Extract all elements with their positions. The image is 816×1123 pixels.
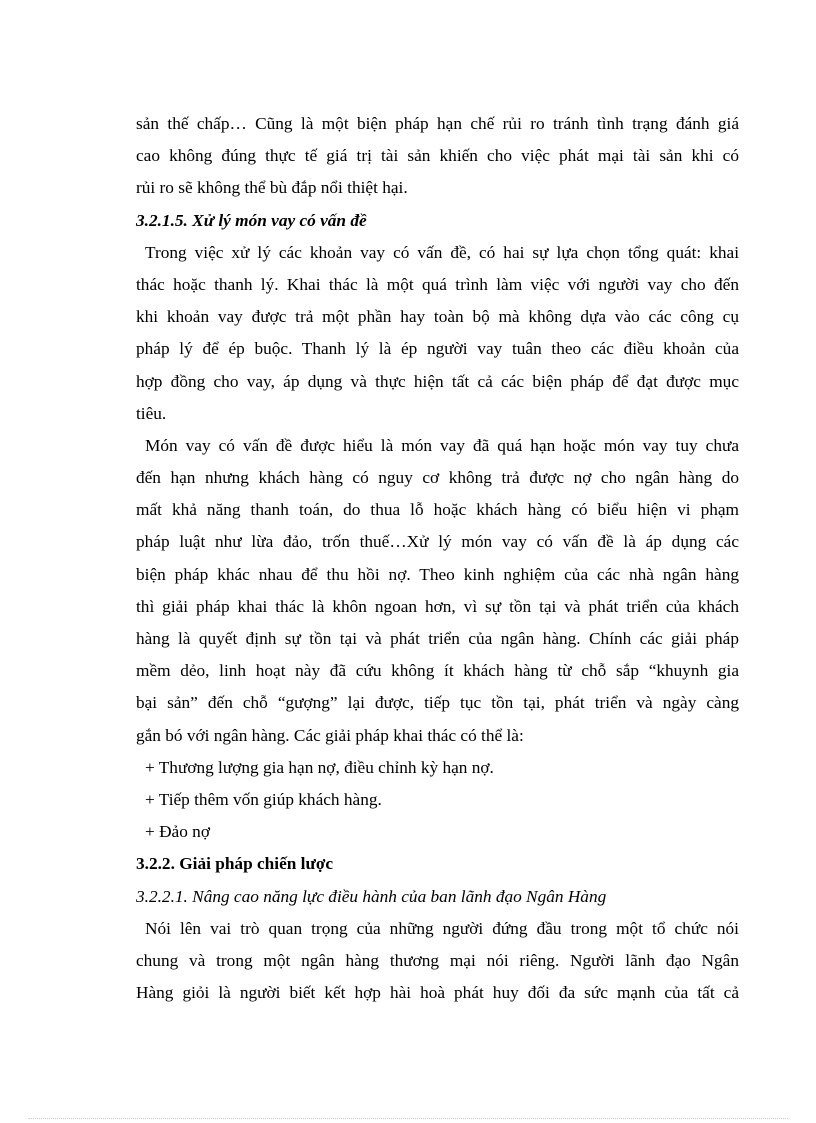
text-line: hợp đồng cho vay, áp dụng và thực hiện tất cả các biện pháp để đạt được mục bbox=[136, 371, 739, 391]
text-line: sản thế chấp… Cũng là một biện pháp hạn chế rủi ro tránh tình trạng đánh giá bbox=[136, 114, 739, 133]
text-line: tiêu. bbox=[136, 403, 167, 423]
text-line: rủi ro sẽ không thể bù đắp nổi thiệt hại. bbox=[136, 178, 408, 198]
text-line: pháp luật như lừa đảo, trốn thuế…Xử lý món vay có vấn đề là áp dụng các bbox=[136, 532, 739, 552]
text-line: pháp lý để ép buộc. Thanh lý là ép người vay tuân theo các điều khoản của bbox=[136, 339, 739, 359]
document-page bbox=[136, 108, 739, 1009]
text-line: Món vay có vấn đề được hiểu là món vay đã quá hạn hoặc món vay tuy chưa bbox=[145, 435, 739, 455]
text-line: biện pháp khác nhau để thu hồi nợ. Theo kinh nghiệm của các nhà ngân hàng bbox=[136, 564, 739, 584]
paragraph-4 bbox=[136, 913, 739, 1010]
text-line: cao không đúng thực tế giá trị tài sản khiến cho việc phát mại tài sản khi có bbox=[136, 146, 739, 166]
text-line: Trong việc xử lý các khoản vay có vấn đề, có hai sự lựa chọn tổng quát: khai bbox=[145, 242, 739, 262]
bullet-list bbox=[136, 752, 739, 849]
text-line: thác hoặc thanh lý. Khai thác là một quá trình làm việc với người vay cho đến bbox=[136, 274, 739, 294]
text-line: bại sản” đến chỗ “gượng” lại được, tiếp tục tồn tại, phát triển và ngày càng bbox=[136, 693, 739, 713]
text-line: mất khả năng thanh toán, do thua lỗ hoặc khách hàng có biểu hiện vi phạm bbox=[136, 500, 739, 520]
section-heading-3-2-2-1: 3.2.2.1. Nâng cao năng lực điều hành của ban lãnh đạo Ngân Hàng bbox=[136, 886, 607, 906]
page-bottom-divider bbox=[28, 1118, 788, 1119]
paragraph-2 bbox=[136, 237, 739, 430]
paragraph-1 bbox=[136, 108, 739, 205]
text-line: đến hạn nhưng khách hàng có nguy cơ không trả được nợ cho ngân hàng do bbox=[136, 468, 739, 488]
list-item: + Thương lượng gia hạn nợ, điều chỉnh kỳ hạn nợ. bbox=[145, 757, 494, 777]
list-item: + Tiếp thêm vốn giúp khách hàng. bbox=[145, 789, 382, 809]
list-item: + Đảo nợ bbox=[145, 822, 210, 842]
text-line: thì giải pháp khai thác là khôn ngoan hơn, vì sự tồn tại và phát triển của khách bbox=[136, 596, 739, 616]
paragraph-3 bbox=[136, 430, 739, 752]
text-line: Hàng giỏi là người biết kết hợp hài hoà phát huy đối đa sức mạnh của tất cả bbox=[136, 983, 739, 1003]
text-line: gắn bó với ngân hàng. Các giải pháp khai thác có thể là: bbox=[136, 725, 524, 745]
section-heading-3-2-2: 3.2.2. Giải pháp chiến lược bbox=[136, 854, 334, 874]
text-line: Nói lên vai trò quan trọng của những người đứng đầu trong một tổ chức nói bbox=[145, 918, 739, 938]
text-line: mềm dẻo, linh hoạt này đã cứu không ít khách hàng từ chỗ sắp “khuynh gia bbox=[136, 661, 739, 681]
text-line: hàng là quyết định sự tồn tại và phát triển của ngân hàng. Chính các giải pháp bbox=[136, 629, 739, 648]
text-line: chung và trong một ngân hàng thương mại nói riêng. Người lãnh đạo Ngân bbox=[136, 950, 739, 970]
section-heading-3-2-1-5: 3.2.1.5. Xử lý món vay có vấn đề bbox=[136, 210, 367, 230]
text-line: khi khoản vay được trả một phần hay toàn bộ mà không dựa vào các công cụ bbox=[136, 307, 739, 327]
